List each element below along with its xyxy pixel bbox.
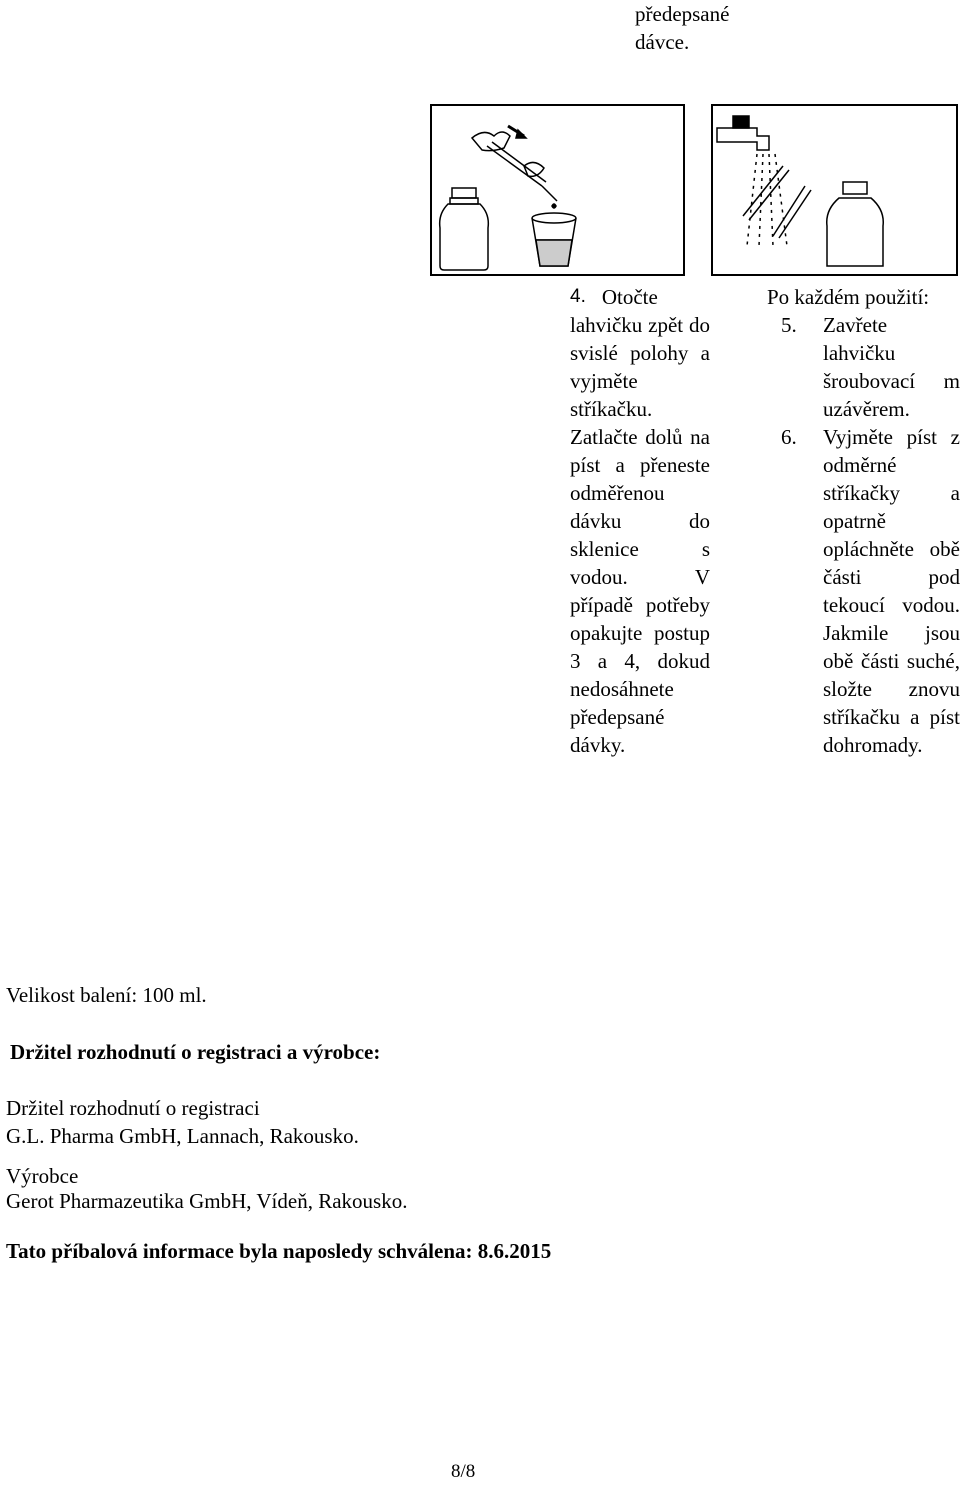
holder-label: Držitel rozhodnutí o registraci [6, 1096, 260, 1120]
step-5-text: Zavřete lahvičku šroubovací m uzávěrem. [823, 313, 960, 421]
syringe-bottle-glass-icon [432, 106, 683, 274]
step-5-number: 5. [781, 313, 797, 337]
illustration-rinse-parts [711, 104, 958, 276]
after-use-heading: Po každém použití: [767, 285, 930, 309]
page-number: 8/8 [451, 1461, 476, 1482]
step-4-instruction [570, 283, 710, 759]
step-4-first-word: Otočte [601, 285, 658, 309]
step-6 [767, 423, 960, 759]
step-6-text: Vyjměte píst z odměrné stříkačky a opatrně opláchněte obě části pod tekoucí vodou. Jakmile jsou obě části suché, složte znovu stříkačku a píst dohromady. [823, 425, 960, 757]
holder-name: G.L. Pharma GmbH, Lannach, Rakousko. [6, 1124, 359, 1148]
manufacturer-name: Gerot Pharmazeutika GmbH, Vídeň, Rakousko. [6, 1189, 408, 1213]
holder-heading: Držitel rozhodnutí o registraci a výrobce: [10, 1040, 381, 1064]
tap-water-bottle-icon [713, 106, 956, 274]
after-use-instructions [767, 283, 960, 759]
step-4-number: 4. [570, 286, 586, 307]
manufacturer-label: Výrobce [6, 1164, 79, 1188]
package-size: Velikost balení: 100 ml. [6, 983, 207, 1007]
illustration-dispense-dose [430, 104, 685, 276]
continued-text: předepsané dávce. [635, 2, 730, 54]
step-4-text: lahvičku zpět do svislé polohy a vyjměte stříkačku. Zatlačte dolů na píst a přeneste odměřenou dávku do sklenice s vodou. V případě potřeby opakujte postup 3 a 4, dokud nedosáhnete předepsané dávky. [570, 313, 710, 757]
approval-date: Tato příbalová informace byla naposledy schválena: 8.6.2015 [6, 1239, 552, 1263]
step-6-number: 6. [781, 425, 797, 449]
step-5 [767, 311, 960, 423]
